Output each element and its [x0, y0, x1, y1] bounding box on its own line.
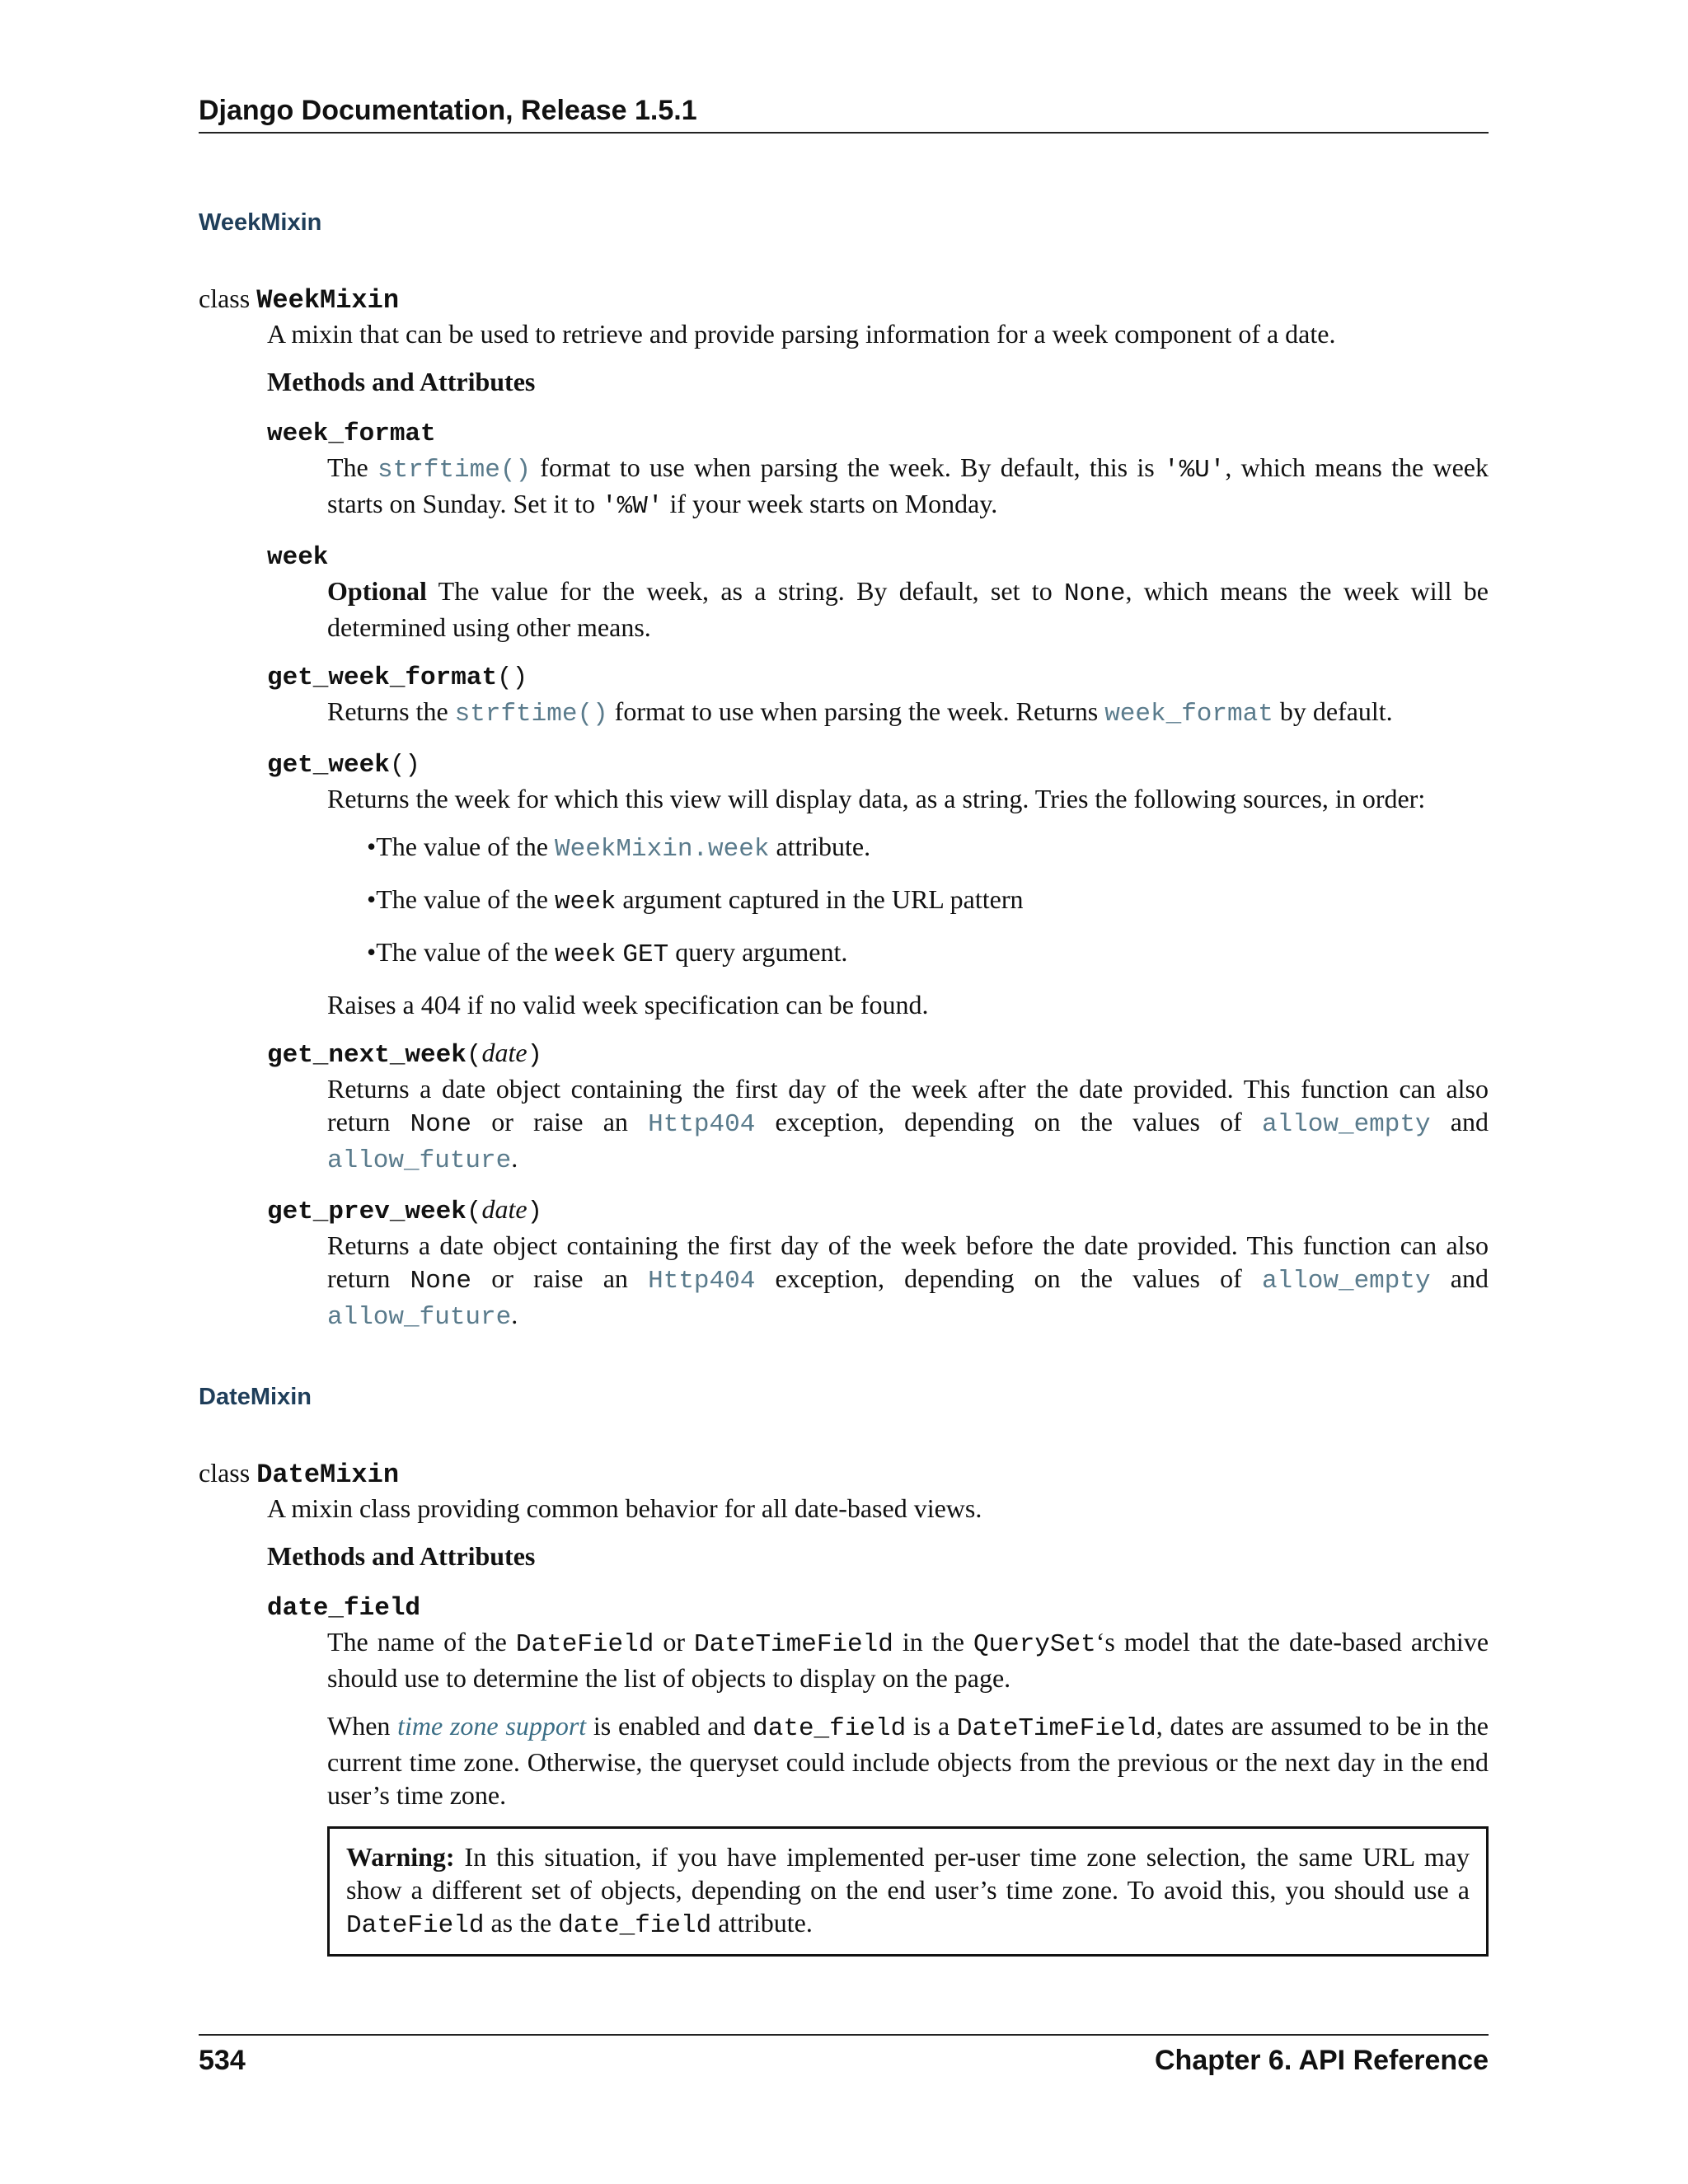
text: or raise an — [471, 1263, 649, 1293]
text: The — [327, 452, 378, 482]
method-get-next-week — [267, 1036, 1489, 1178]
attribute-date-field — [267, 1589, 1489, 1957]
optional-label: Optional — [327, 576, 427, 606]
attribute-name: week_format — [267, 419, 436, 448]
list-item — [367, 935, 1489, 972]
class-signature-weekmixin — [199, 282, 1489, 317]
description — [327, 1625, 1489, 1957]
code: date_field — [753, 1714, 907, 1743]
description — [327, 1229, 1489, 1334]
text: The value of the — [376, 832, 555, 861]
text: In this situation, if you have implemented per-user time zone selection, the same URL may show a different set of objects, depending on the end user’s time zone. To avoid this, you should use a — [346, 1842, 1470, 1905]
text: . — [511, 1143, 518, 1173]
sources-list — [367, 830, 1489, 972]
method-name: get_week — [267, 751, 390, 780]
list-item — [367, 830, 1489, 866]
text: as the — [484, 1908, 559, 1938]
class-summary: A mixin class providing common behavior for all date-based views. — [267, 1493, 982, 1523]
code: '%W' — [602, 492, 663, 521]
text: query argument. — [668, 937, 848, 967]
text: exception, depending on the values of — [755, 1107, 1262, 1137]
text: Returns a date object containing the first day of the week before the date provided. This function can also return — [327, 1230, 1489, 1293]
text: format to use when parsing the week. Returns — [607, 696, 1105, 726]
description — [327, 574, 1489, 644]
attribute-name: date_field — [267, 1594, 421, 1623]
text: and — [1430, 1107, 1489, 1137]
weekmixin-week-link[interactable]: WeekMixin.week — [555, 835, 770, 864]
text: or — [654, 1627, 695, 1657]
method-name: get_next_week — [267, 1041, 467, 1070]
signature — [267, 658, 1489, 695]
text: is enabled and — [586, 1711, 753, 1741]
code: None — [410, 1110, 472, 1139]
text: ‘s model that the date-based archive should use to determine the list of objects to display on the page. — [327, 1627, 1489, 1693]
close-paren: ) — [527, 1041, 543, 1070]
code: QuerySet — [973, 1630, 1096, 1659]
code: DateField — [346, 1911, 485, 1940]
time-zone-support-link[interactable]: time zone support — [397, 1711, 587, 1741]
open-paren: ( — [466, 1041, 482, 1070]
code: DateField — [515, 1630, 654, 1659]
allow-future-link[interactable]: allow_future — [327, 1146, 512, 1175]
methods-heading: Methods and Attributes — [267, 367, 536, 396]
class-name: DateMixin — [256, 1460, 400, 1490]
signature — [267, 746, 1489, 782]
signature — [267, 1036, 1489, 1072]
intro-text: Returns the week for which this view will display data, as a string. Tries the following sources, in order: — [327, 784, 1426, 813]
code: week — [555, 940, 617, 969]
code: DateTimeField — [956, 1714, 1156, 1743]
description — [327, 1072, 1489, 1178]
description — [327, 451, 1489, 523]
method-parens: () — [389, 751, 421, 780]
close-paren: ) — [527, 1197, 543, 1226]
text: , which means the week starts on Sunday. Set it to — [327, 452, 1489, 518]
http404-link[interactable]: Http404 — [648, 1267, 756, 1296]
text: format to use when parsing the week. By default, this is — [531, 452, 1164, 482]
text: and — [1430, 1263, 1489, 1293]
method-name: get_week_format — [267, 663, 498, 692]
class-summary: A mixin that can be used to retrieve and provide parsing information for a week component of a date. — [267, 319, 1336, 349]
attribute-week — [267, 538, 1489, 644]
code: GET — [622, 940, 669, 969]
list-item — [367, 883, 1489, 919]
text: in the — [893, 1627, 973, 1657]
class-signature-datemixin — [199, 1456, 1489, 1492]
warning-box — [327, 1826, 1489, 1957]
text: Returns the — [327, 696, 455, 726]
class-name: WeekMixin — [256, 285, 400, 316]
strftime-link[interactable]: strftime() — [454, 700, 608, 729]
text: , which means the week will be determined using other means. — [327, 576, 1489, 642]
description — [327, 782, 1489, 1021]
running-footer — [199, 2034, 1489, 2079]
allow-empty-link[interactable]: allow_empty — [1261, 1110, 1431, 1139]
open-paren: ( — [466, 1197, 482, 1226]
text: or raise an — [471, 1107, 649, 1137]
code: date_field — [558, 1911, 712, 1940]
method-get-week-format — [267, 658, 1489, 731]
section-title-weekmixin[interactable]: WeekMixin — [199, 209, 322, 236]
warning-label: Warning: — [346, 1842, 455, 1872]
code: week — [555, 888, 617, 916]
signature — [267, 415, 1489, 451]
strftime-link[interactable]: strftime() — [377, 456, 532, 485]
method-name: get_prev_week — [267, 1197, 467, 1226]
class-keyword: class — [199, 1458, 251, 1488]
code: '%U' — [1163, 456, 1226, 485]
code: DateTimeField — [694, 1630, 893, 1659]
running-header: Django Documentation, Release 1.5.1 — [199, 92, 1489, 134]
text: When — [327, 1711, 398, 1741]
text: The value for the week, as a string. By default, set to — [426, 576, 1065, 606]
page-number: 534 — [199, 2045, 246, 2076]
text: if your week starts on Monday. — [663, 489, 998, 518]
description — [327, 695, 1489, 731]
allow-future-link[interactable]: allow_future — [327, 1303, 512, 1332]
methods-heading: Methods and Attributes — [267, 1541, 536, 1571]
method-get-week — [267, 746, 1489, 1021]
signature — [267, 1589, 1489, 1625]
text: exception, depending on the values of — [755, 1263, 1262, 1293]
attribute-week-format — [267, 415, 1489, 523]
text: The value of the — [376, 884, 555, 914]
text: , dates are assumed to be in the current time zone. Otherwise, the queryset could include objects from the previous or the next day in the end user’s time zone. — [327, 1711, 1489, 1810]
text: attribute. — [711, 1908, 813, 1938]
text: . — [511, 1300, 518, 1329]
attribute-name: week — [267, 543, 329, 572]
method-argument: date — [481, 1038, 528, 1067]
chapter-title: Chapter 6. API Reference — [1155, 2045, 1489, 2076]
code: None — [410, 1267, 472, 1296]
week-format-link[interactable]: week_format — [1104, 700, 1273, 729]
method-get-prev-week — [267, 1193, 1489, 1334]
text: by default. — [1273, 696, 1393, 726]
method-argument: date — [481, 1194, 528, 1224]
text: Returns a date object containing the first day of the week after the date provided. This function can also return — [327, 1074, 1489, 1137]
class-body-datemixin — [267, 1492, 1489, 1957]
raises-text: Raises a 404 if no valid week specification can be found. — [327, 990, 929, 1019]
text: attribute. — [769, 832, 871, 861]
signature — [267, 1193, 1489, 1229]
text: argument captured in the URL pattern — [616, 884, 1024, 914]
class-body-weekmixin — [267, 317, 1489, 1334]
allow-empty-link[interactable]: allow_empty — [1261, 1267, 1431, 1296]
text: The value of the — [376, 937, 555, 967]
text: is a — [906, 1711, 957, 1741]
method-parens: () — [497, 663, 528, 692]
http404-link[interactable]: Http404 — [648, 1110, 756, 1139]
page-content — [199, 190, 1489, 1971]
signature — [267, 538, 1489, 574]
code: None — [1064, 579, 1126, 608]
section-title-datemixin[interactable]: DateMixin — [199, 1384, 312, 1410]
class-keyword: class — [199, 284, 251, 313]
text: The name of the — [327, 1627, 516, 1657]
